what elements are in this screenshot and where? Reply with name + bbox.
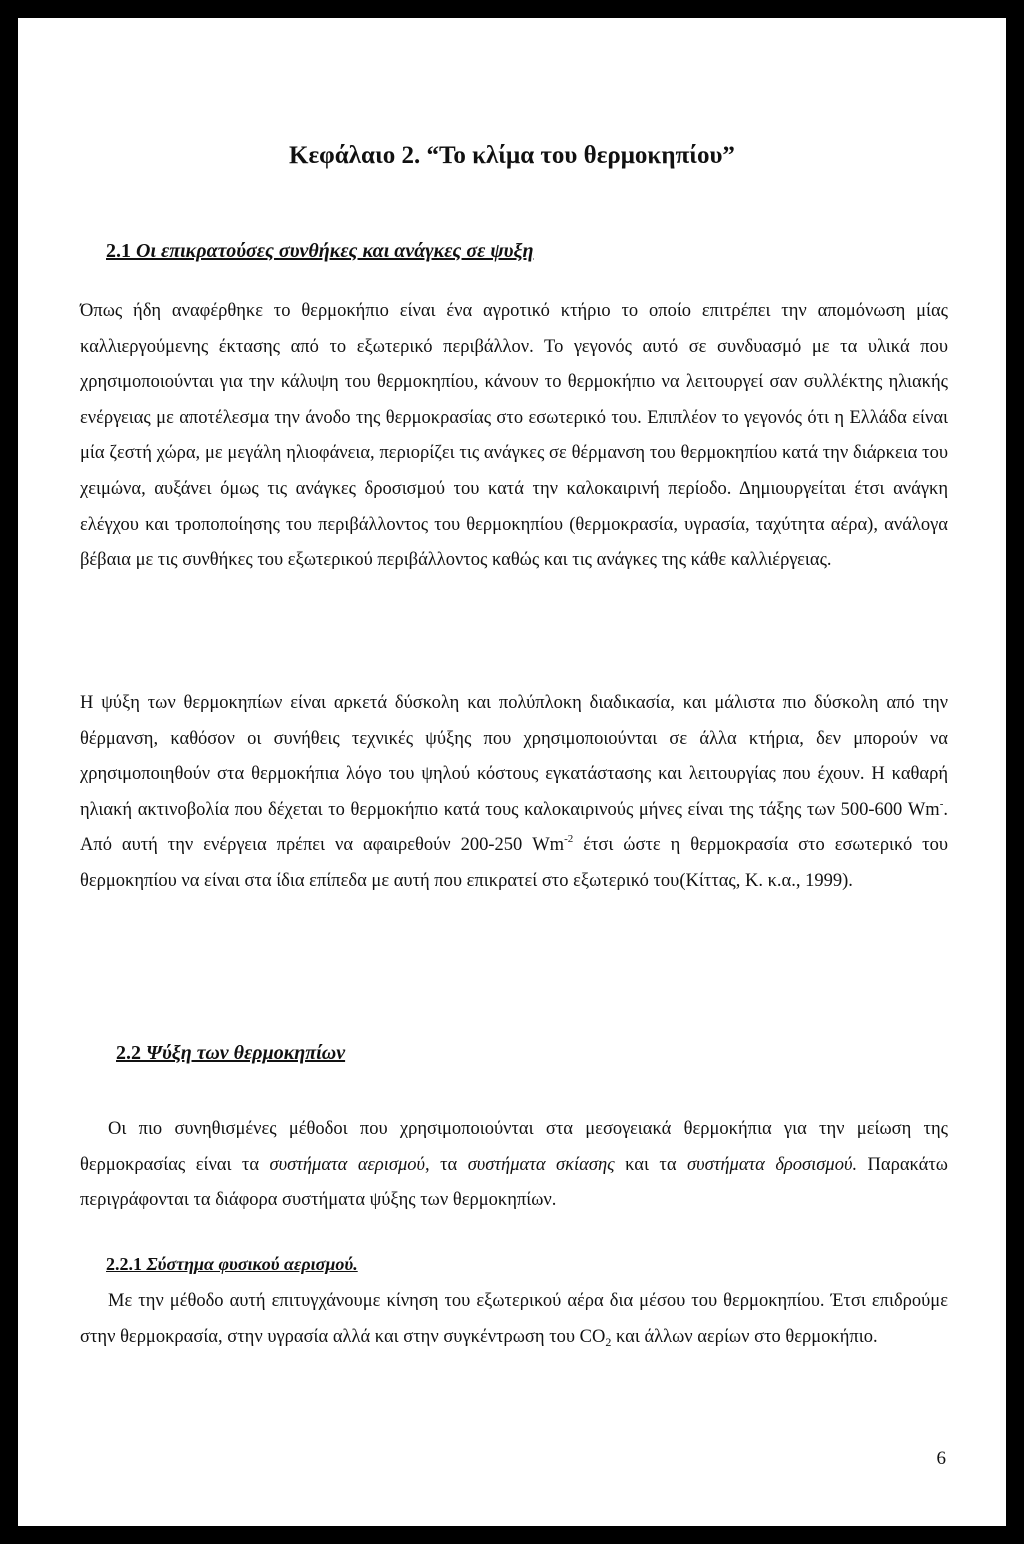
section-number: 2.2 [116,1042,141,1064]
paragraph-text: Η ψύξη των θερμοκηπίων είναι αρκετά δύσκολη και πολύπλοκη διαδικασία, και μάλιστα πιο δύσκολη από την θέρμανση, καθόσον οι συνήθεις τεχνικές ψύξης που χρησιμοποιούνται σε άλλα κτήρια, δεν μπορούν να χρησιμοποιηθούν στα θερμοκήπια λόγο του ψηλού κόστους εγκατάστασης και λειτουργίας που έχουν. Η καθαρή ηλιακή ακτινοβολία που δέχεται το θερμοκήπιο κατά τους καλοκαιρινούς μήνες είναι της τάξης των 500-600 Wm [80,693,948,820]
paragraph-text: και τα [614,1154,687,1175]
subsection-number: 2.2.1 [106,1254,142,1274]
paragraph-text: , τα [425,1154,468,1175]
superscript: - [939,797,944,810]
subscript: 2 [605,1334,612,1349]
subsection-heading-2-2-1 [106,1254,358,1275]
emphasis-text: συστήματα σκίασης [467,1154,615,1175]
emphasis-text: συστήματα αερισμού [269,1154,426,1175]
paragraph-text: Οι πιο συνηθισμένες μέθοδοι που χρησιμοποιούνται στα μεσογειακά θερμοκήπια για την μείωση της θερμοκρασίας είναι τα [80,1119,948,1175]
paragraph-text: Παρακάτω περιγράφονται τα διάφορα συστήματα ψύξης των θερμοκηπίων. [80,1154,948,1211]
section-heading-2-2 [116,1042,345,1065]
subsection-2-2-1-paragraph [80,1284,948,1355]
section-2-1-paragraph-1 [80,294,948,579]
chapter-title: Κεφάλαιο 2. “Το κλίμα του θερμοκηπίου” [289,142,735,169]
paragraph-text: Όπως ήδη αναφέρθηκε το θερμοκήπιο είναι ένα αγροτικό κτήριο το οποίο επιτρέπει την απομόνωση μίας καλλιεργούμενης έκτασης από το εξωτερικό περιβάλλον. Το γεγονός αυτό σε συνδυασμό με τα υλικά που χρησιμοποιούνται για την κάλυψη του θερμοκηπίου, κάνουν το θερμοκήπιο να λειτουργεί σαν συλλέκτης ηλιακής ενέργειας με αποτέλεσμα την άνοδο της θερμοκρασίας στο εσωτερικό του. Επιπλέον το γεγονός ότι η Ελλάδα είναι μία ζεστή χώρα, με μεγάλη ηλιοφάνεια, περιορίζει τις ανάγκες σε θέρμανση του θερμοκηπίου κατά την διάρκεια του χειμώνα, αυξάνει όμως τις ανάγκες δροσισμού του κατά την καλοκαιρινή περίοδο. Δημιουργείται έτσι ανάγκη ελέγχου και τροποποίησης του περιβάλλοντος του θερμοκηπίου (θερμοκρασία, υγρασία, ταχύτητα αέρα), ανάλογα βέβαια με τις συνθήκες του εξωτερικού περιβάλλοντος καθώς και τις ανάγκες της κάθε καλλιέργειας. [80,301,948,571]
paragraph-text: και άλλων αερίων στο θερμοκήπιο. [611,1326,878,1347]
section-2-2-paragraph [80,1112,948,1219]
paragraph-text: . Από αυτή την ενέργεια πρέπει να αφαιρεθούν 200-250 Wm [80,799,948,856]
superscript: -2 [564,833,574,846]
section-title: Ψύξη των θερμοκηπίων [146,1042,346,1064]
section-heading-2-1 [106,240,533,263]
document-page [18,18,1006,1526]
subsection-title: Σύστημα φυσικού αερισμού. [146,1254,358,1274]
page-number: 6 [936,1448,946,1469]
paragraph-text: έτσι ώστε η θερμοκρασία στο εσωτερικό του θερμοκηπίου να είναι στα ίδια επίπεδα με αυτή που επικρατεί στο εξωτερικό του(Κίττας, Κ. κ.α., 1999). [80,835,948,891]
paragraph-text: Με την μέθοδο αυτή επιτυγχάνουμε κίνηση του εξωτερικού αέρα δια μέσου του θερμοκηπίου. Έτσι επιδρούμε στην θερμοκρασία, στην υγρασία αλλά και στην συγκέντρωση του CO [80,1291,948,1347]
section-2-1-paragraph-2 [80,686,948,900]
section-title: Οι επικρατούσες συνθήκες και ανάγκες σε ψυξη [136,240,534,262]
section-number: 2.1 [106,240,131,262]
emphasis-text: συστήματα δροσισμού. [687,1154,858,1175]
